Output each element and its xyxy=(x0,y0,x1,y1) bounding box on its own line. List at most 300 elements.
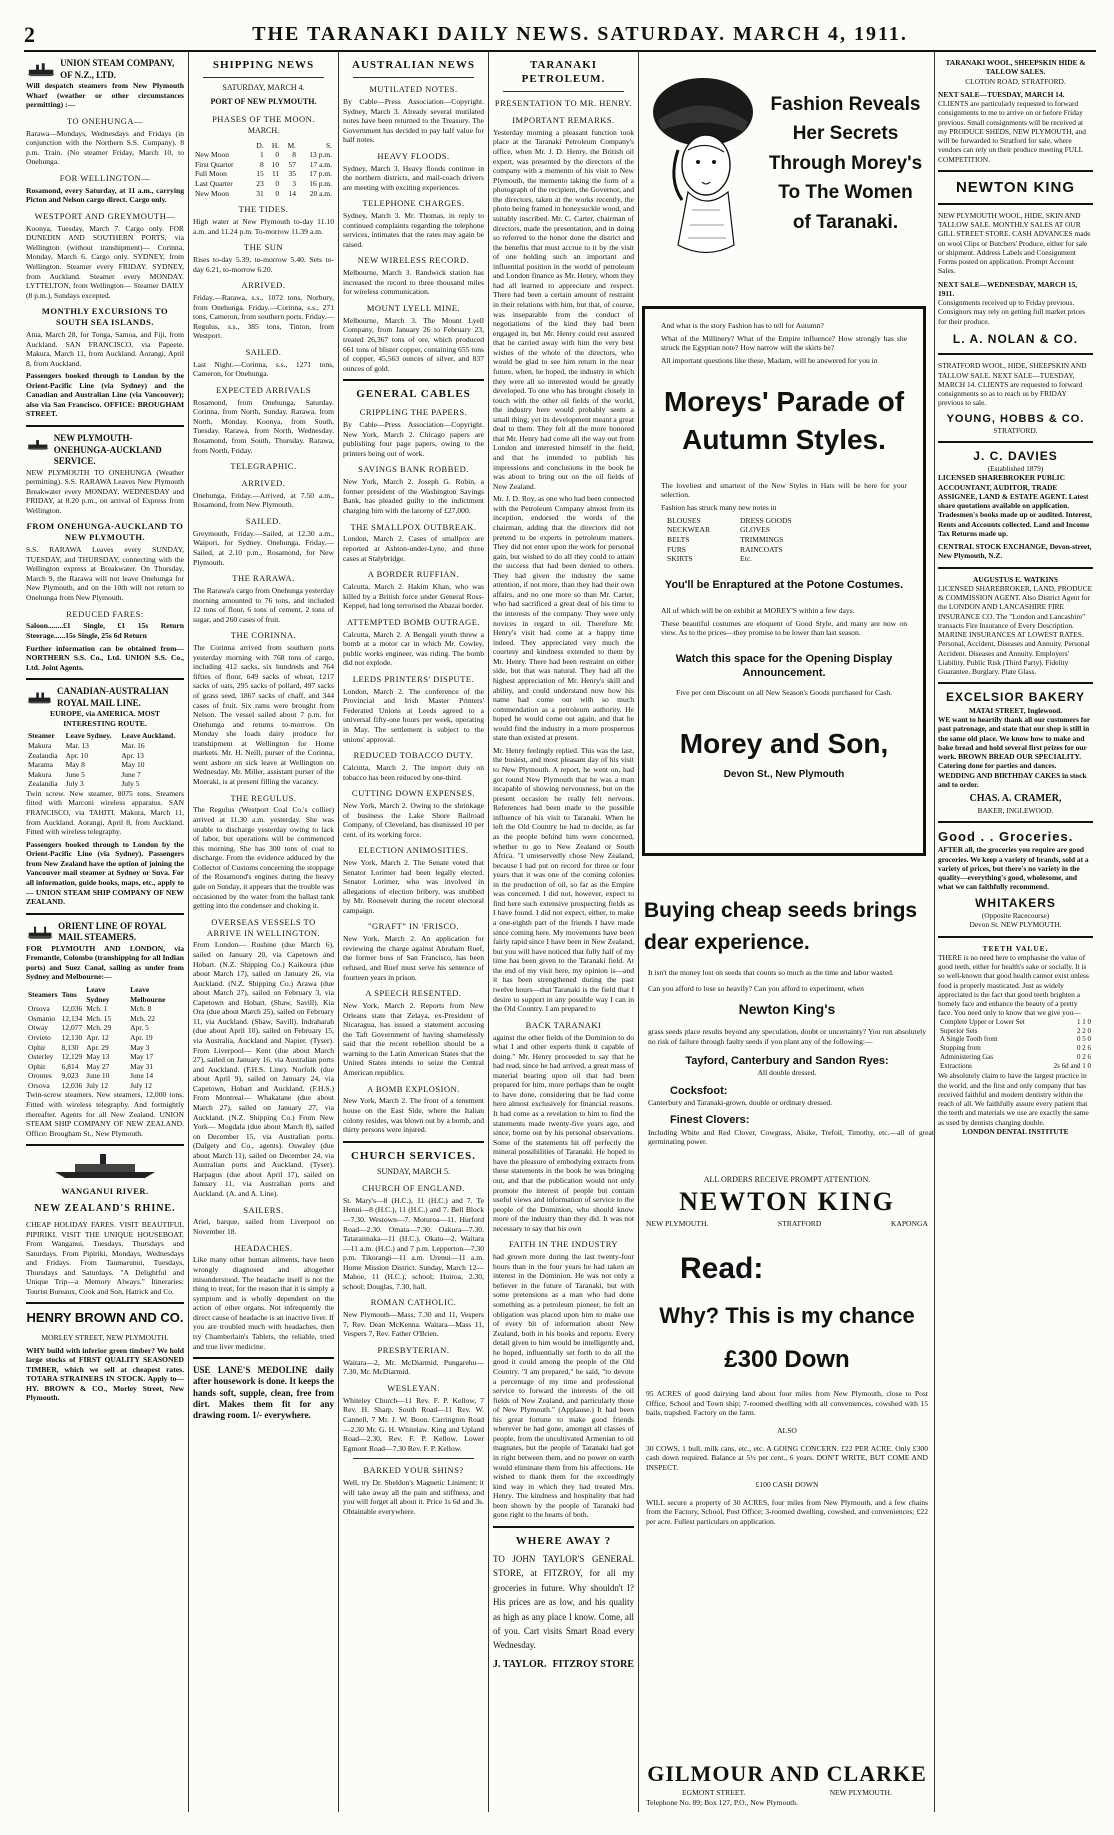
graft-heading: "GRAFT" IN 'FRISCO. xyxy=(368,921,459,932)
newton-king-footer xyxy=(640,1175,934,1228)
table-row xyxy=(26,1014,184,1024)
stratford-sale-text: STRATFORD WOOL, HIDE, SHEEPSKIN AND TALLOW SALE. NEXT SALE—TUESDAY, MARCH 14. CLIENTS are requested to forward consignments so as to reach us by FRIDAY previous to sale. xyxy=(938,361,1087,408)
divider xyxy=(938,203,1093,205)
explosion-heading: A BOMB EXPLOSION. xyxy=(367,1083,460,1094)
table-header: H. xyxy=(271,140,280,150)
sailed2-text: Greymouth, Friday.—Sailed, at 12.30 a.m., Waipori, for Sydney. Onehunga, Friday.—Sailed, at 2.10 p.m., Rosamond, for New Plymouth. xyxy=(193,528,334,567)
divider xyxy=(26,1302,184,1304)
table-cell: May 27 xyxy=(86,1061,110,1071)
newton-king-text: NEW PLYMOUTH WOOL, HIDE, SKIN AND TALLOW SALE. MONTHLY SALES AT OUR GILL STREET STORE. CASH ADVANCES made on wool Clips or Butchers' Produce, either for sale or shipment. Address Labels and Consignment Forms posted on application. Prompt Account Sales. xyxy=(938,210,1091,276)
barked-heading: BARKED YOUR SHINS? xyxy=(363,1465,464,1476)
table-cell: 8,130 xyxy=(61,1042,79,1052)
river-steamer-icon xyxy=(45,1152,165,1180)
cocksfoot-heading: Cocksfoot: xyxy=(670,1084,728,1097)
graft-text: New York, March 2. An application for reviewing the charge against Abraham Ruef, the former boss of San Francisco, has been refused, and Ruef must serve his sentence of fourteen years in prison. xyxy=(343,934,484,982)
davies-name: J. C. DAVIES xyxy=(973,448,1058,463)
good-groceries-title: Good . . Groceries. xyxy=(938,828,1074,844)
expected-text: Rosamond, from Onehunga, Saturday. Corinna, from North, Sunday. Rarawa, from North, Monday. Koonya, from South, Tuesday. Rarawa, from North, Wednesday. Rosamond, from South, Thursday. Rarawa, from North, Friday. xyxy=(193,397,334,455)
table-header-row xyxy=(26,985,184,1004)
table-cell: 14 xyxy=(288,188,297,198)
table-cell: Orontes xyxy=(28,1071,52,1081)
table-cell: 3 xyxy=(292,179,297,189)
seeds-headline: Buying cheap seeds brings dear experience. xyxy=(644,899,918,954)
table-cell: Makura xyxy=(28,740,52,750)
divider xyxy=(343,1141,484,1143)
table-cell: May 3 xyxy=(130,1042,150,1052)
list-item: Etc. xyxy=(740,554,753,564)
lady-portrait-illustration xyxy=(648,70,758,285)
teeth-title: TEETH VALUE. xyxy=(982,943,1049,953)
table-cell: 1 xyxy=(259,150,264,160)
table-cell: 17 a.m. xyxy=(309,159,332,169)
parade-text-1: The loveliest and smartest of the New Styles in Hats will be here for your selection. xyxy=(661,480,907,500)
arrived2-text: Onehunga, Friday.—Arrived, at 7.50 a.m., Rosamond, from New Plymouth. xyxy=(193,490,334,510)
column-rule xyxy=(638,52,639,1812)
anglican-heading: CHURCH OF ENGLAND. xyxy=(362,1182,465,1193)
table-cell: May 17 xyxy=(130,1052,154,1062)
morey-address: Devon St., New Plymouth xyxy=(723,769,845,781)
wool-sale-date: NEXT SALE—TUESDAY, MARCH 14. xyxy=(938,89,1065,99)
tides-text: High water at New Plymouth to-day 11.10 a.m. and 11.24 p.m. To-morrow 11.39 a.m. xyxy=(193,217,334,236)
ruffian-text: Calcutta, March 2. Hakim Khan, who was killed by a British force under General Ross-Keppel, had long terrorised the Abazai border. xyxy=(343,582,484,611)
table-cell: 15 xyxy=(256,169,264,179)
table-row xyxy=(193,160,334,170)
table-cell: 12,036 xyxy=(61,1080,83,1090)
cutting-text: New York, March 2. Owing to the shrinkage of business the Lake Shore Railroad Company, of Cleveland, has dismissed 10 per cent. of its working force. xyxy=(343,800,484,839)
wool-subtitle: CLOTON ROAD, STRATFORD. xyxy=(965,76,1066,86)
brown-subtitle: MORLEY STREET, NEW PLYMOUTH. xyxy=(41,1333,169,1343)
moreys-parade-ad xyxy=(642,306,926,856)
divider xyxy=(503,91,624,92)
floods-heading: HEAVY FLOODS. xyxy=(377,150,450,161)
orient-ad xyxy=(26,921,184,944)
list-item: RAINCOATS xyxy=(740,544,783,554)
wanganui-heading: WANGANUI RIVER. xyxy=(61,1186,149,1197)
wireless-heading: NEW WIRELESS RECORD. xyxy=(357,255,470,266)
lyell-heading: MOUNT LYELL MINE. xyxy=(366,303,461,314)
divider xyxy=(938,353,1093,355)
table-cell: Apr. 10 xyxy=(65,750,89,760)
wool-text: CLIENTS are particularly requested to forward consignments to me to arrive on or before Friday previous. Small consignments will be received at my PRODUCE SHEDS, NEW PLYMOUTH, and will be forwarded to Stratford for sale, where vendors can rely on their produce meeting FULL COMPETITION. xyxy=(938,99,1086,164)
table-cell: Mch. 15 xyxy=(86,1013,112,1023)
church-date: SUNDAY, MARCH 5. xyxy=(377,1166,450,1176)
cocksfoot-text: Canterbury and Taranaki-grown, double or ordinary dressed. xyxy=(648,1097,833,1107)
list-item: GLOVES xyxy=(740,525,770,535)
town-label: NEW PLYMOUTH. xyxy=(646,1218,709,1228)
clovers-heading: Finest Clovers: xyxy=(670,1114,750,1127)
gilmour-phone: Telephone No. 89; Box 127, P.O., New Plymouth. xyxy=(646,1797,798,1807)
column-petroleum xyxy=(489,52,638,1812)
table-row xyxy=(938,1053,1093,1062)
table-header-row xyxy=(193,141,334,151)
petroleum-text-5: had grown more during the last twenty-four hours than in the four years he had taken an interest in the Dominion. He was not only a believer in the future of Taranaki, but with some pretensions as a man who had done something as a petroleum pioneer, he felt an obligation was placed upon him to make use of every bit of information about New Zealand, both in his books and reports. Every detail given to him would be intelligently and, he hoped, influentially set forth to do all the good it could among the people of the Old Country. "I am prepared," he said, "to devote a percentage of my time and professional service to forward the interests of the oil fields of New Zealand, and particularly those of New Plymouth." (Applause.) It had been his great fortune to make good friends wherever he had gone, amongst all classes of people, from the uncultivated Armenian to oil magnates, but the people of Taranaki had got in right between them, and no power on earth would eliminate them from his affections. He wished to thank them for the exceedingly kind way in which they had treated Mrs. Henry. The kindness and hospitality that had been shown by the people of Taranaki had gone right to the hearts of both. xyxy=(493,1252,634,1520)
table-cell: July 5 xyxy=(121,779,140,789)
table-cell: 8 xyxy=(292,150,297,160)
canadian-title: CANADIAN-AUSTRALIAN ROYAL MAIL LINE. xyxy=(56,686,169,708)
sailed-text: Last Night.—Corinna, s.s., 1271 tons, Cameron, for Onehunga. xyxy=(193,359,334,379)
list-item: BLOUSES xyxy=(667,515,701,525)
divider xyxy=(203,77,324,78)
table-header: Steamers xyxy=(28,989,58,999)
onehunga-text: Rarawa—Mondays, Wednesdays and Fridays (in conjunction with the Northern S.S. Company). 8 p.m. Train. (No steamer Friday, March 10, to Onehunga. xyxy=(26,128,184,167)
divider xyxy=(938,682,1093,684)
masthead xyxy=(24,20,1096,52)
newton-sale-text: Consignments received up to Friday previous. Consignors may rely on getting full market prices for their produce. xyxy=(938,298,1086,326)
list-item: FURS xyxy=(667,544,686,554)
davies-text: LICENSED SHAREBROKER PUBLIC ACCOUNTANT, AUDITOR, TRADE ASSIGNEE, LAND & ESTATE AGENT. Latest share quotations available on application. Tradesmen's books made up or audited. Interest, Rents and Accounts collected. Land and Income Tax Returns made up. xyxy=(938,473,1092,538)
cutting-heading: CUTTING DOWN EXPENSES. xyxy=(351,788,476,799)
fashion-ad xyxy=(640,60,928,310)
table-cell: June 5 xyxy=(65,769,85,779)
church-services-title: CHURCH SERVICES. xyxy=(350,1149,477,1162)
table-header xyxy=(193,141,250,151)
where-away-text: TO JOHN TAYLOR'S GENERAL STORE, at FITZROY, for all my groceries in future. Why shouldn't I? His prices are as low, and his quality as high as any place I know. Come, all of you. Cart visits Smart Road every Wednesday. xyxy=(493,1554,634,1651)
table-cell: New Moon xyxy=(195,150,229,160)
divider xyxy=(26,678,184,680)
divider xyxy=(26,913,184,915)
table-cell: Superior Sets xyxy=(940,1026,978,1035)
cramer-subtitle: BAKER, INGLEWOOD. xyxy=(977,805,1054,815)
table-cell: July 12 xyxy=(130,1080,152,1090)
table-row xyxy=(26,1052,184,1062)
expected-heading: EXPECTED ARRIVALS xyxy=(215,384,311,395)
good-groceries-text: AFTER all, the groceries you require are good groceries. We keep a variety of brands, sold at a variety of prices, but there's no variety in the quality—everything's good, wholesome, and what we can faithfully recommend. xyxy=(938,845,1089,892)
table-cell: June 14 xyxy=(130,1071,154,1081)
table-header: M. xyxy=(287,140,297,150)
watch-space-text: Watch this space for the Opening Display Announcement. xyxy=(675,652,893,679)
table-cell: Apr. 5 xyxy=(130,1023,149,1033)
table-cell: 9,023 xyxy=(61,1071,79,1081)
table-cell: Ophir xyxy=(28,1061,46,1071)
canadian-subtitle: EUROPE, via AMERICA. MOST INTERESTING ROUTE. xyxy=(50,709,160,728)
table-cell: Makura xyxy=(28,769,52,779)
ryes-heading: Tayford, Canterbury and Sandon Ryes: xyxy=(685,1055,889,1068)
table-cell: Zealandia xyxy=(28,779,58,789)
watkins-name: AUGUSTUS E. WATKINS xyxy=(973,574,1058,584)
port-heading: PORT OF NEW PLYMOUTH. xyxy=(210,97,317,107)
gilmour-clarke-footer xyxy=(640,1760,934,1812)
ryes-text: All double dressed. xyxy=(757,1068,817,1078)
table-cell: New Moon xyxy=(195,188,229,198)
passenger-text: Passengers booked through to London by the Orient-Pacific Line (via Sydney) and the Canadian and Australian Line (via Vancouver); also via San Francisco. OFFICE: BROUGHAM STREET. xyxy=(26,371,184,419)
lyell-text: Melbourne, March 3. The Mount Lyell Company, from January 26 to February 23, treated 26,367 tons of ore, which produced 661 tons of blister copper, containing 655 tons of copper, 45,563 ounces of silver, and 837 ounces of gold. xyxy=(343,315,485,373)
from-onehunga-text: S.S. RARAWA Leaves every SUNDAY, TUESDAY, and THURSDAY, connecting with the Wellington express at Breakwater. On Thursday, March 9, the Rarawa will not leave Onehunga for New Plymouth, and on the 10th will not return to Onehunga from New Plymouth. xyxy=(26,545,184,602)
table-cell: Ophir xyxy=(28,1042,46,1052)
petroleum-title: TARANAKI PETROLEUM. xyxy=(521,59,606,86)
westport-heading: WESTPORT AND GREYMOUTH— xyxy=(34,210,176,221)
newton-sale-date: NEXT SALE—WEDNESDAY, MARCH 15, 1911. xyxy=(938,279,1078,298)
property-text-3: WILL secure a property of 30 ACRES, four miles from New Plymouth, and a few chains from the Factory, School, Post Office; 3-roomed dwelling, cowshed, and conveniences; £22 per acre. Fullest particulars on application. xyxy=(646,1497,928,1526)
smallpox-heading: THE SMALLPOX OUTBREAK. xyxy=(350,521,477,532)
orders-text: ALL ORDERS RECEIVE PROMPT ATTENTION. xyxy=(703,1175,871,1184)
fashion-question-1: And what is the story Fashion has to tell for Autumn? xyxy=(661,321,824,330)
np-onehunga-ad xyxy=(26,433,184,468)
orient-notes: Twin-screw steamers. New steamers, 12,000 tons. Fitted with wireless telegraphy. And fortnightly thereafter. Agents for all New Zealand. UNION STEAM SHIP COMPANY OF NEW ZEALAND. Office: Brougham St., New Plymouth. xyxy=(26,1090,184,1138)
table-cell: Extractions xyxy=(940,1062,972,1071)
table-cell: 31 xyxy=(256,188,264,198)
tobacco-text: Calcutta, March 2. The import duty on tobacco has been reduced by one-third. xyxy=(343,762,484,782)
canadian-notes: Twin screw. New steamer, 8075 tons. Steamers fitted with Marconi wireless apparatus. SAN FRANCISCO, via TAHITI. Makura, March 11, from Auckland. Aorangi, April 8, from Auckland. Fitted with wireless telegraphy. xyxy=(26,788,184,837)
young-hobbs-town: STRATFORD. xyxy=(993,425,1038,435)
column-right-ads xyxy=(935,52,1096,1812)
table-cell: July 12 xyxy=(86,1080,109,1090)
remarks-heading: IMPORTANT REMARKS. xyxy=(512,115,615,126)
divider xyxy=(938,170,1093,172)
back-taranaki-heading: BACK TARANAKI xyxy=(525,1019,602,1030)
wellington-heading: FOR WELLINGTON— xyxy=(59,172,151,183)
barked-text: Well, try Dr. Sheldon's Magnetic Liniment; it will take away all the pain and stiffness, and you will forget all about it. Price 1s 6d and 3s. Obtainable everywhere. xyxy=(343,1478,484,1516)
list-item: BELTS xyxy=(667,534,690,544)
column-shipping-news xyxy=(189,52,338,1812)
wool-title: TARANAKI WOOL, SHEEPSKIN HIDE & TALLOW SALES. xyxy=(945,58,1086,77)
table-cell: 0 2 6 xyxy=(1077,1044,1091,1053)
table-header: Leave Sydney xyxy=(86,984,110,1004)
table-cell: 57 xyxy=(288,159,297,169)
wellington-text: Rosamond, every Saturday, at 11 a.m., carrying Picton and Nelson cargo direct. Cargo only. xyxy=(26,185,184,205)
table-cell: 0 xyxy=(275,188,280,198)
floods-text: Sydney, March 3. Heavy floods continue in the northern districts, and mail-coach drivers are meeting with exciting experiences. xyxy=(343,163,484,192)
town-label: STRATFORD xyxy=(777,1218,822,1228)
table-header: Steamer xyxy=(28,731,55,741)
teeth-more-text: We absolutely claim to have the largest practice in the world, and the first and only company that has received faithful and modern dentistry within the reach of all. We faithfully assure every patient that the teeth and materials we use are exactly the same as used by dentists charging double. xyxy=(938,1071,1089,1127)
newton-king-name: Newton King's xyxy=(738,1001,836,1018)
table-header: Leave Auckland. xyxy=(121,731,176,741)
table-row xyxy=(26,1071,184,1081)
property-ad xyxy=(640,1250,934,1580)
orient-text: FOR PLYMOUTH AND LONDON, via Fremantle, Colombo (transhipping for all Indian ports) and Suez Canal, sailing as under from Sydney and Melbourne:— xyxy=(26,943,184,982)
table-row xyxy=(193,179,334,189)
divider xyxy=(26,1144,184,1146)
table-cell: Apr. 12 xyxy=(86,1032,109,1042)
orient-schedule-table xyxy=(26,985,184,1091)
general-cables-title: GENERAL CABLES xyxy=(356,388,471,401)
table-cell: June 7 xyxy=(121,769,141,779)
newspaper-title: THE TARANAKI DAILY NEWS. SATURDAY. MARCH 4, 1911. xyxy=(252,23,908,46)
central-exchange: CENTRAL STOCK EXCHANGE, Devon-street, New Plymouth, N.Z. xyxy=(938,542,1092,561)
teeth-price-table xyxy=(938,1018,1093,1072)
rarawa-text: The Rarawa's cargo from Onehunga yesterday morning amounted to 76 tons, and included 12 tons of flour, 6 tons of cement, 2 tons of sugar, and 260 cases of fruit. xyxy=(193,586,334,624)
steamship-icon xyxy=(26,921,54,943)
steamship-icon xyxy=(26,58,56,80)
davies-established: (Established 1879) xyxy=(987,464,1044,474)
table-cell: 16 p.m. xyxy=(309,179,332,189)
sailed-heading: SAILED. xyxy=(245,346,282,357)
list-item: TRIMMINGS xyxy=(740,534,784,544)
mutilated-heading: MUTILATED NOTES. xyxy=(369,84,458,95)
whitakers-subtitle: (Opposite Racecourse) xyxy=(981,911,1050,921)
table-cell: 1 1 0 xyxy=(1077,1017,1091,1026)
smallpox-text: London, March 2. Cases of smallpox are reported at Ashton-under-Lyne, and three cases at Stalybridge. xyxy=(343,534,484,563)
moon-phases-table xyxy=(193,141,334,199)
watkins-text: LICENSED SHAREBROKER, LAND, PRODUCE & COMMISSION AGENT. Also District Agent for the LONDON AND LANCASHIRE FIRE INSURANCE CO. The "London and Lancashire" transacts Fire Insurance of Every Description. MARINE INSURANCES AT LOWEST RATES. Personal, Accident, Diseases and Annuity. Personal Accident. Diseases and Annuity. Employers' Liability. Public Risk (Third Party). Fidelity Guarantee. Burglary. Plate Glass. xyxy=(938,583,1093,677)
petroleum-text-2: Mr. J. D. Roy, as one who had been connected with the Petroleum Company almost from its inception, endorsed the words of the chairman, adding that the directors did not pretend to be experts in petroleum matters. They did not enter upon the work for personal gain, but wished to do all they could to attain the success that had been denied to others. They had given the industry the same attention, if not more, than they had their own affairs, and no one more so than Mr. Carter, who had sacrificed a great deal of his time to the interests of the company. They were only novices in regard to oil. Therefore Mr. Henry's visit had come at a happy time indeed. They appreciated very much the courtesy and kindness extended to them by Mr. Henry. There had been restraint on either side, but that was natural. They had all the highest appreciation of Mr. Henry's skill and ability, and could understand now how his name had come out with so much commendation as a petroleum authority. He hoped he would come out again, and that he would find the industry in a more prosperous state than existed at present. xyxy=(493,494,634,743)
costumes-text: These beautiful costumes are eloquent of Good Style, and many are now on view. As to the prices—they promise to be lower than last season. xyxy=(661,618,907,638)
corinna-heading: THE CORINNA. xyxy=(230,630,297,641)
young-hobbs-name: YOUNG, HOBBS & CO. xyxy=(946,412,1085,425)
table-cell: Administering Gas xyxy=(940,1053,994,1062)
presentation-heading: PRESENTATION TO MR. HENRY. xyxy=(494,98,633,109)
onehunga-heading: TO ONEHUNGA— xyxy=(67,115,143,126)
table-cell: Apr. 13 xyxy=(121,750,144,760)
table-cell: 17 p.m. xyxy=(309,169,332,179)
table-cell: 8 xyxy=(259,159,264,169)
anglican-text: St. Mary's—8 (H.C.), 11 (H.C.) and 7. Te Henui—8 (H.C.), 11 (H.C.) and 7. Bell Block—7.30. Westown—7. Moturoa—11. Hurford Road—2.30. Omata—7.30. Oakura—7.30. Tataraimaka—11 (H.C.). Okato—2. Waitara—11 a.m. (H.C.) and 7 p.m. Lepperton—7.30 p.m. Tikorangi—11 a.m. Urenui—11 a.m. Home Mission District. Sunday, March 12—Mahoe, 11 (H.C.), school; Huiroa, 2.30, school; Douglas, 7.30, hall. xyxy=(343,1195,484,1291)
nolan-name: L. A. NOLAN & CO. xyxy=(952,331,1079,346)
catholic-text: New Plymouth—Mass, 7.30 and 11, Vespers 7, Rev. Dean McKenna. Waitara—Mass 11, Vespers 7, Rev. Father O'Brien. xyxy=(343,1310,484,1339)
orient-title: ORIENT LINE OF ROYAL MAIL STEAMERS. xyxy=(58,920,166,943)
moon-month: MARCH. xyxy=(247,126,280,136)
wesleyan-heading: WESLEYAN. xyxy=(387,1383,440,1394)
leeds-text: London, March 2. The conference of the Provincial and Irish Master Printers' Federated Unions at Leeds agreed to a universal fifty-one hours per week, operating in May. The settlement is subject to the unions' approval. xyxy=(343,686,484,744)
bakery-name: EXCELSIOR BAKERY xyxy=(946,690,1085,705)
table-cell: May 8 xyxy=(65,760,85,770)
election-heading: ELECTION ANIMOSITIES. xyxy=(358,845,469,856)
list-item: DRESS GOODS xyxy=(740,515,792,525)
headaches-text: Like many other human ailments, have been wrongly diagnosed and altogether misunderstood. The headache itself is not the thing to treat, for the reason that it is simply a symptom and is wholly dependent on the action of other organs. Not infrequently the direct cause of headache is an inactive liver. If you are troubled much with headaches, then try Chamberlain's Tablets, the reliable, tried and true liver medicine. xyxy=(193,1255,334,1351)
table-cell: 2s 6d and 1 0 xyxy=(1053,1062,1091,1071)
petroleum-text-1: Yesterday morning a pleasant function took place at the Taranaki Petroleum Company's office, when Mr. J. D. Henry, the British oil expert, was presented by the directors of the company with a memento of his visit to New Plymouth, the memento taking the form of a photograph of the recipient, the Governor, and the directors, taken at the works recently, the photo being framed in honeysuckle wood, and suitably inscribed. Mr. C. Carter, chairman of directors, made the presentation, and in doing so referred to the honor done the district and the benefits that must accrue to it by the visit of one holding such an important and influential position in the world of petroleum and London finance as Mr. Henry, whom they had all learned to appreciate and respect. There had been a certain amount of restraint in their relations with him, but that, of course, was inseparable from the conduct of negotiations of the kind they had been engaged in, but Mr. Henry could rest assured that he carried away with him the very best wishes of the whole of the directors, who would be glad to see him return in the near future, when, he hoped, the industry in which they were all so interested would be greatly developed. To one who has brought closely in touch with the other oil fields of the world, the industry here would probably seem a small thing; yet its development meant a great deal to them. They felt all the more honored that Mr. Henry had come all the way out from London and interested himself in the field, and that he intended to publish his impressions and conclusions in the book he was about to bring out on the oil fields of New Zealand. xyxy=(493,127,634,491)
table-cell: May 13 xyxy=(86,1052,110,1062)
cash-down-text: £100 CASH DOWN xyxy=(755,1480,819,1490)
mutilated-text: By Cable—Press Association—Copyright. Sydney, March 3. Already several mutilated notes have been returned to the Treasury. The Government has decided to pay half value for half notes. xyxy=(343,96,484,145)
exhibit-text: All of which will be on exhibit at MOREY'S within a few days. xyxy=(661,606,855,616)
divider xyxy=(493,1526,634,1528)
fashion-question-3: All important questions like these, Madam, will be answered for you in xyxy=(661,355,878,365)
parade-headline: Moreys' Parade of Autumn Styles. xyxy=(663,386,905,456)
table-cell: Orsova xyxy=(28,1080,50,1090)
divider xyxy=(938,936,1093,938)
taylor-name: J. TAYLOR. xyxy=(493,1658,547,1670)
shipping-news-title: SHIPPING NEWS xyxy=(212,59,315,71)
fares-heading: REDUCED FARES: xyxy=(66,608,144,619)
regulus-text: The Regulus (Westport Coal Co.'s collier) arrived at 11.30 a.m. yesterday. She was unable to discharge yesterday owing to lack of labor, but operations will be commenced this morning. She has 300 tons of coal to discharge. From the evidence adduced by the Collector of Customs concerning the stoppage of the Rosamond's engines during the heavy gale on Sunday, it appears that the trouble was occasioned by the water from the ballast tank getting into the condenser and choking it. xyxy=(193,805,335,911)
np-onehunga-title: NEW PLYMOUTH-ONEHUNGA-AUCKLAND SERVICE. xyxy=(53,433,162,467)
table-row xyxy=(26,770,184,780)
table-header-row xyxy=(26,731,184,741)
chance-headline: Why? This is my chance xyxy=(659,1303,915,1329)
arrived-text: Friday.—Rarawa, s.s., 1072 tons, Norbury, from Onehunga. Friday.—Corinna, s.s., 271 tons, Cameron, from southern ports. Friday.—Regulus, s.s., 385 tons, Tinton, from Westport. xyxy=(193,293,334,341)
fashion-items-list xyxy=(661,516,907,565)
table-row xyxy=(26,751,184,761)
steamship-icon xyxy=(26,686,53,708)
robbed-text: New York, March 2. Joseph G. Robin, a former president of the Washington Savings Bank, has pleaded guilty to the indictment charging him with the larceny of £27,000. xyxy=(343,477,484,516)
table-cell: First Quarter xyxy=(195,159,234,169)
table-row xyxy=(938,1062,1093,1071)
clovers-text: Including White and Red Clover, Cowgrass, Alsike, Trefoil, Timothy, etc.—all of great germinating power. xyxy=(648,1127,934,1147)
resented-heading: A SPEECH RESENTED. xyxy=(365,988,462,999)
table-cell: A Single Tooth from xyxy=(940,1035,998,1044)
table-cell: July 3 xyxy=(65,779,84,789)
table-row xyxy=(26,1004,184,1014)
faith-heading: FAITH IN THE INDUSTRY xyxy=(508,1239,619,1250)
crippling-text: By Cable—Press Association—Copyright. New York, March 2. Chicago papers are publishing four page papers, owing to the printers being out of work. xyxy=(343,420,484,458)
bakery-text: WE want to heartily thank all our customers for past patronage, and state that our shop is still in the same old place. We know how to make and bake bread and hold several first prizes for our work. BROWN BREAD OUR SPECIALITY. Catering done for parties and dances. WEDDING AND BIRTHDAY CAKES in stock and to order. xyxy=(938,715,1091,789)
town-label: KAPONGA xyxy=(890,1218,928,1228)
whitakers-name: WHITAKERS xyxy=(975,895,1056,910)
taylor-signature xyxy=(493,1659,634,1672)
headaches-heading: HEADACHES. xyxy=(234,1242,293,1253)
table-cell: Osterley xyxy=(28,1052,54,1062)
divider xyxy=(26,425,184,427)
table-row xyxy=(938,1027,1093,1036)
brown-title: HENRY BROWN AND CO. xyxy=(26,1310,184,1326)
divider xyxy=(353,1458,474,1459)
table-cell: Mch. 8 xyxy=(130,1004,152,1014)
table-cell: 6,814 xyxy=(61,1061,79,1071)
column-australian-news xyxy=(339,52,488,1812)
table-header: Leave Sydney. xyxy=(65,731,112,741)
rarawa-heading: THE RARAWA. xyxy=(232,573,295,584)
table-row xyxy=(26,1062,184,1072)
table-row xyxy=(193,189,334,199)
moon-heading: PHASES OF THE MOON. xyxy=(212,113,315,124)
table-row xyxy=(26,760,184,770)
fares-text: Saloon........£1 Single, £1 15s Return Steerage......15s Single, 25s 6d Return xyxy=(26,621,184,640)
table-header: Tons xyxy=(61,989,77,999)
property-text-1: 95 ACRES of good dairying land about four miles from New Plymouth, close to Post Office, School and Town ship; 7-roomed dwelling with all conveniences, cowshed with 15 bails, trapshed. Factory on the farm. xyxy=(646,1389,928,1418)
column-shipping-ads xyxy=(22,52,188,1812)
regulus-heading: THE REGULUS. xyxy=(230,792,297,803)
rhine-text: CHEAP HOLIDAY FARES. VISIT BEAUTIFUL PIPIRIKI. VISIT THE UNIQUE HOUSEBOAT. From Wanganui, Tuesdays, Thursdays and Saturdays. From Pipiriki, Mondays, Wednesdays and Fridays. From Taumarunui, Tuesdays, Thursdays and Saturdays. "A Delightful and Unique Trip—a Memory Always." Itineraries: Tourist Bureaux, Cook and Son, Hatrick and Co. xyxy=(26,1219,184,1296)
steamship-icon xyxy=(26,433,50,455)
table-cell: Complete Upper or Lower Set xyxy=(940,1017,1025,1026)
bomb-heading: ATTEMPTED BOMB OUTRAGE. xyxy=(346,616,481,627)
page-number: 2 xyxy=(24,21,35,47)
overseas-text: From London— Rushine (due March 6), sailed on January 20, via Capetown and Hobart. (N.Z. Shipping Co.) Kaikoura (due about March 17), sailed on January 26, via Auckland. (N.Z. Shipping Co.) Arawa (due about March 27), sailed on February 3, via Capetown and Hobart. (Shaw, Savill). Kia Ora (due about March 25), sailed on February 11, via Auckland. (Shaw, Savill). Indraharah (due about April 10), sailed on February 15, via Australia, Auckland and Napier. (Tyser). From Liverpool— Kent (due about March 27), sailed on January 16, via Australian ports and Auckland. (F.H.S. Line). Norfolk (due about April 9), sailed on January 24, via Capetown, Hobart and Auckland. (F.H.S.) From Montreal— Whakatane (due about March 27), sailed on January 27, via Auckland. (N.Z. Shipping Co.) From New York— Mogdala (due about March 8), sailed on December 15, via Australian ports. (Dalgety and Co., agents). Oswaley (due about March 11), sailed on December 24, via Australian ports and Auckland. (Tyser). Harpagus (due about April 17), sailed on January 11, via Australian ports and Auckland. (A. and A. Line). xyxy=(193,940,334,1199)
seeds-text-1: It isn't the money lost on seeds that counts so much as the time and labor wasted. xyxy=(648,968,894,977)
list-item: NECKWEAR xyxy=(667,525,711,535)
further-info-text: Further information can be obtained from— NORTHERN S.S. Co., Ltd. UNION S.S. Co., Ltd. Joint Agents. xyxy=(26,643,184,672)
fashion-items-right xyxy=(740,516,792,565)
enraptured-text: You'll be Enraptured at the Potone Costumes. xyxy=(664,579,904,592)
bomb-text: Calcutta, March 2. A Bengali youth threw a bomb at a motor car in which Mr. Cowley, public works engineer, was riding. The bomb did not explode. xyxy=(343,629,484,668)
gilmour-address xyxy=(640,1788,934,1798)
rhine-title: NEW ZEALAND'S RHINE. xyxy=(34,1203,176,1215)
parade-text-2: Fashion has struck many new notes in xyxy=(661,502,777,512)
table-cell: 10 xyxy=(271,159,280,169)
sailed2-heading: SAILED. xyxy=(245,516,282,527)
table-cell: 12,129 xyxy=(61,1052,83,1062)
sun-text: Rises to-day 5.39, to-morrow 5.40. Sets to-day 6.21, to-morrow 6.20. xyxy=(193,255,334,274)
arrived-heading: ARRIVED. xyxy=(241,280,286,291)
also-text: ALSO xyxy=(777,1425,797,1435)
presbyterian-heading: PRESBYTERIAN. xyxy=(377,1345,450,1356)
gilmour-town: NEW PLYMOUTH. xyxy=(829,1788,892,1798)
islands-text: Atua, March 28, for Tonga, Samoa, and Fiji, from Auckland. SAN FRANCISCO, via Papeete. Makura, March 11, from Auckland. Aorangi, April 8, from Auckland. xyxy=(26,329,184,368)
westport-text: Koonya, Tuesday, March 7. Cargo only. FOR DUNEDIN AND SOUTHERN PORTS, via Wellington (without transhipment)— Corinna, Monday, March 6. Cargo only. SYDNEY, from Wellington. Steamer every FRIDAY. SYDNEY, from Auckland. Steamer every MONDAY. LYTTELTON, from Wellington— Steamer DAILY (8 p.m.), Sundays excepted. xyxy=(26,223,184,300)
newton-king-title: NEWTON KING xyxy=(955,178,1076,196)
read-headline: Read: xyxy=(680,1252,764,1285)
divider xyxy=(193,1357,334,1359)
table-row xyxy=(26,1043,184,1053)
table-cell: June 10 xyxy=(86,1071,110,1081)
leeds-heading: LEEDS PRINTERS' DISPUTE. xyxy=(352,673,475,684)
table-cell: Zealandia xyxy=(28,750,58,760)
union-steam-ad xyxy=(26,58,184,81)
presbyterian-text: Waitara—2, Mr. McDiarmid. Pungarehu—7.30, Mr. McDiarmid. xyxy=(343,1357,484,1377)
table-row xyxy=(26,779,184,789)
ruffian-heading: A BORDER RUFFIAN. xyxy=(367,569,460,580)
arrived2-heading: ARRIVED. xyxy=(241,478,286,489)
table-cell: Otway xyxy=(28,1023,48,1033)
newton-towns xyxy=(640,1219,934,1229)
table-cell: Apr. 19 xyxy=(130,1032,153,1042)
wesleyan-text: Whiteley Church—11 Rev. F. P. Kellow, 7 Rev. H. Sharp. South Road—11 Rev. W. Cannell, 7 Mr. J. W. Boon. Carrington Road—2.30 Mr. G. H. Whitelaw. King and Upland Road—2.30, Rev. F. P. Kellow. Lower Egmont Road—7.30 Rev. F. P. Kellow. xyxy=(343,1395,484,1453)
overseas-heading: OVERSEAS VESSELS TO ARRIVE IN WELLINGTON. xyxy=(206,916,321,938)
petroleum-text-4: against the other fields of the Dominion to do what I and other experts think it capable of doing." Mr. Henry proceeded to say that he had read, since he had arrived, a great mass of material bearing upon oil that had been prepared for him, more perhaps than he ought to have done, considering that he had come here almost exclusively for financial reasons. It had come as a revelation to him to find the statements made twenty-five years ago, and since, borne out by his personal observations. Some of the statements hit off perfectly the mineral possibilities of Taranaki. He hoped to have the pleasure of embodying extracts from these statements in the book he was bringing out, and that the publication would not only promote the interest of people but contain useful views and information of service to the people of the Dominion, who should know more of the industry than they did. It was not necessary to say that his own xyxy=(493,1032,634,1233)
table-cell: May 31 xyxy=(130,1061,154,1071)
canadian-schedule-table xyxy=(26,731,184,789)
